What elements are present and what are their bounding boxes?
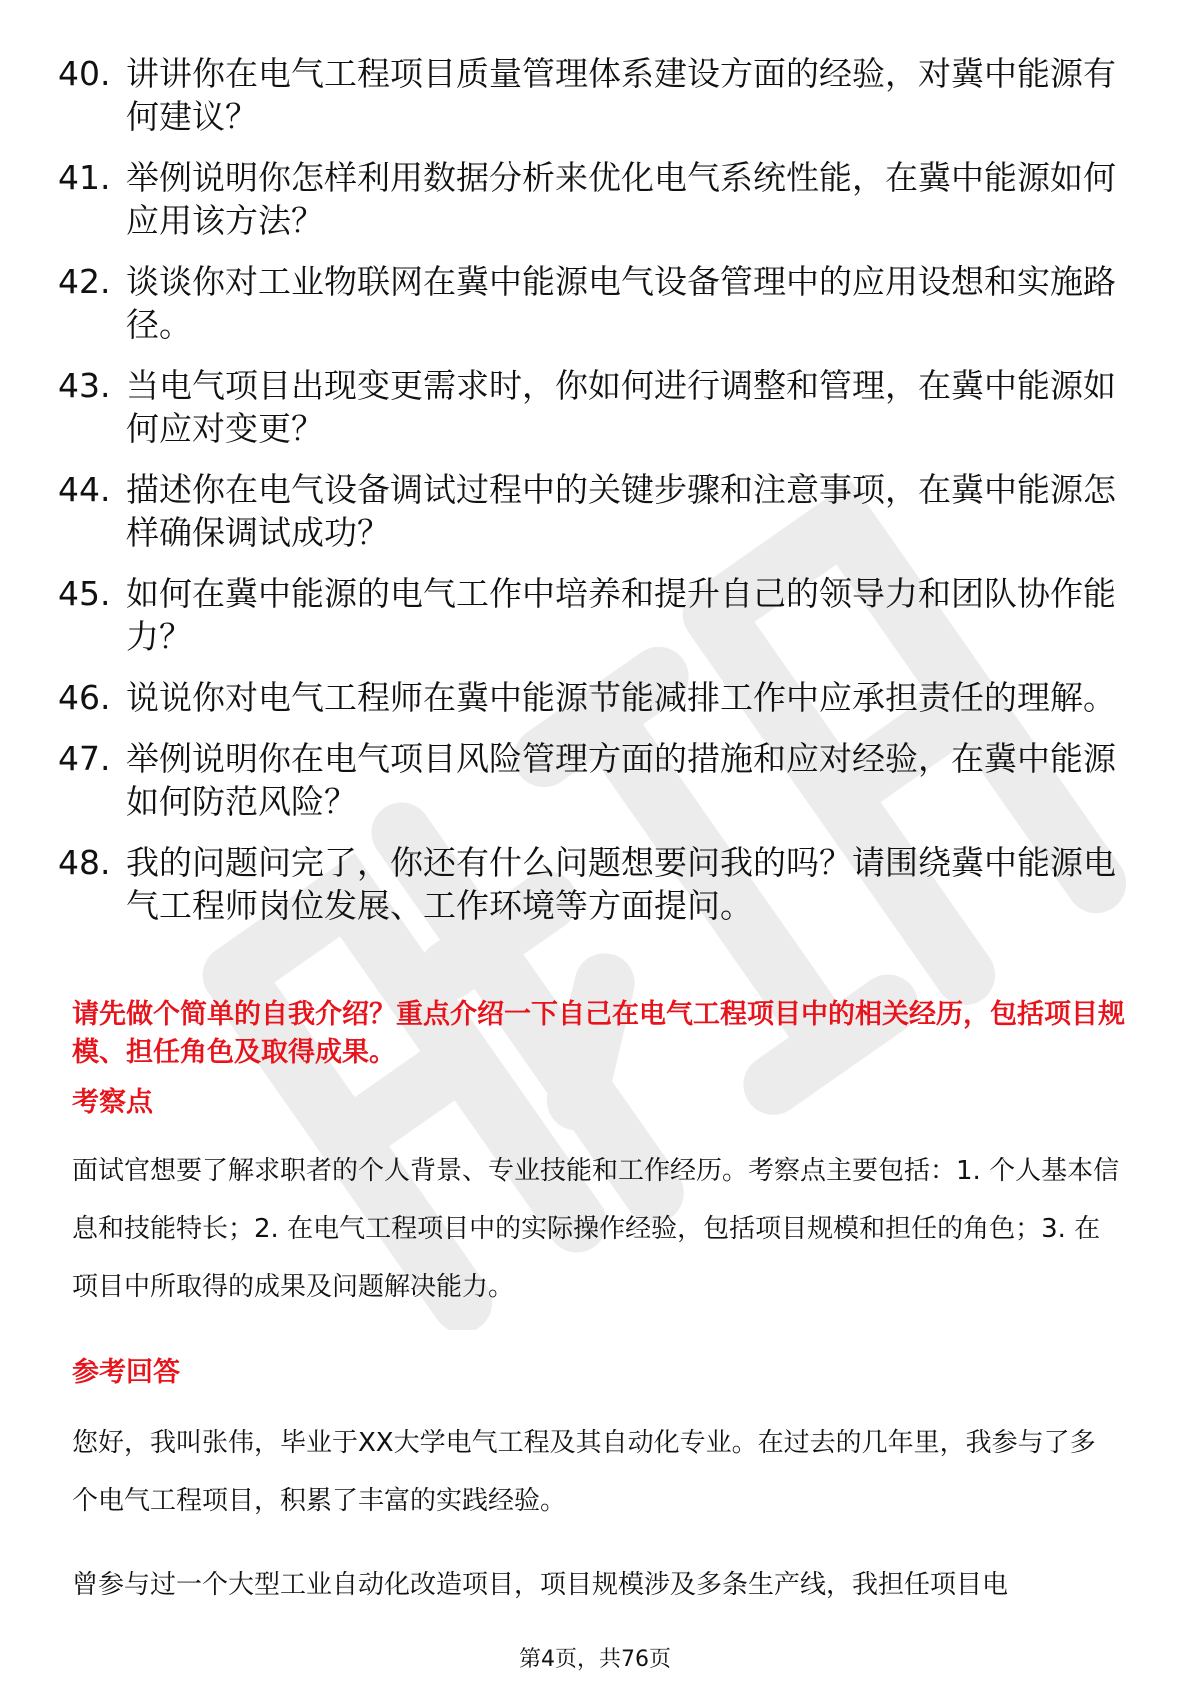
question-item <box>58 468 1128 554</box>
question-item <box>58 737 1128 823</box>
question-item <box>58 156 1128 242</box>
exam-points-title: 考察点 <box>72 1087 153 1118</box>
question-text: 描述你在电气设备调试过程中的关键步骤和注意事项，在冀中能源怎样确保调试成功？ <box>126 470 1116 552</box>
question-number: 46. <box>58 678 111 717</box>
question-number: 41. <box>58 158 111 197</box>
question-item <box>58 841 1128 927</box>
question-text: 举例说明你怎样利用数据分析来优化电气系统性能，在冀中能源如何应用该方法？ <box>126 158 1116 240</box>
question-list <box>58 52 1128 945</box>
question-number: 40. <box>58 54 111 93</box>
question-item <box>58 572 1128 658</box>
question-text: 举例说明你在电气项目风险管理方面的措施和应对经验，在冀中能源如何防范风险？ <box>126 739 1116 821</box>
question-text: 如何在冀中能源的电气工作中培养和提升自己的领导力和团队协作能力？ <box>126 574 1116 656</box>
question-item <box>58 52 1128 138</box>
highlight-question: 请先做个简单的自我介绍？重点介绍一下自己在电气工程项目中的相关经历，包括项目规模、担任角色及取得成果。 <box>72 999 1125 1068</box>
question-number: 45. <box>58 574 111 613</box>
question-text: 说说你对电气工程师在冀中能源节能减排工作中应承担责任的理解。 <box>126 678 1116 717</box>
question-number: 44. <box>58 470 111 509</box>
question-number: 42. <box>58 262 111 301</box>
page-footer: 第4页，共76页 <box>519 1647 671 1672</box>
reference-answer-title: 参考回答 <box>72 1357 180 1388</box>
question-item <box>58 260 1128 346</box>
question-number: 48. <box>58 843 111 882</box>
question-item <box>58 364 1128 450</box>
question-item <box>58 676 1128 719</box>
reference-answer-paragraph: 您好，我叫张伟，毕业于XX大学电气工程及其自动化专业。在过去的几年里，我参与了多个电气工程项目，积累了丰富的实践经验。 <box>72 1428 1096 1516</box>
question-number: 47. <box>58 739 111 778</box>
question-text: 我的问题问完了，你还有什么问题想要问我的吗？请围绕冀中能源电气工程师岗位发展、工作环境等方面提问。 <box>126 843 1116 925</box>
exam-points-text: 面试官想要了解求职者的个人背景、专业技能和工作经历。考察点主要包括：1. 个人基本信息和技能特长；2. 在电气工程项目中的实际操作经验，包括项目规模和担任的角色；3. 在项目中所取得的成果及问题解决能力。 <box>72 1156 1120 1302</box>
reference-answer-paragraph: 曾参与过一个大型工业自动化改造项目，项目规模涉及多条生产线，我担任项目电 <box>72 1570 1009 1600</box>
question-number: 43. <box>58 366 111 405</box>
question-text: 讲讲你在电气工程项目质量管理体系建设方面的经验，对冀中能源有何建议？ <box>126 54 1116 136</box>
question-text: 当电气项目出现变更需求时，你如何进行调整和管理，在冀中能源如何应对变更？ <box>126 366 1116 448</box>
question-text: 谈谈你对工业物联网在冀中能源电气设备管理中的应用设想和实施路径。 <box>126 262 1116 344</box>
